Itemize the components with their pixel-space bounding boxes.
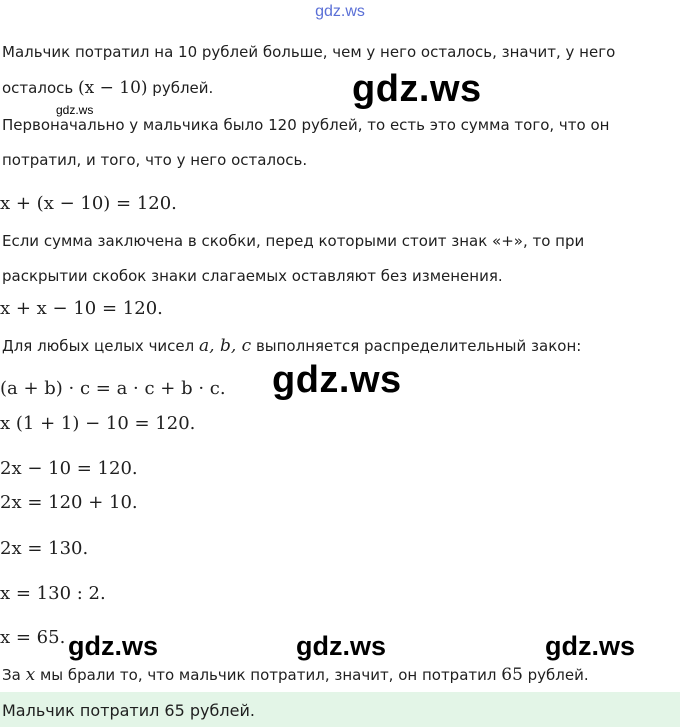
equation-3: (a + b) · c = a · c + b · c. [0,378,226,399]
text-line-7 [2,336,581,356]
answer-text: Мальчик потратил 65 рублей. [2,701,255,720]
text-fragment: рублей. [147,79,214,97]
site-link-top[interactable]: gdz.ws [315,3,365,20]
equation-1: x + (x − 10) = 120. [0,193,177,214]
equation-9: x = 65. [0,627,66,648]
equation-7: 2x = 130. [0,538,89,559]
equation-8: x = 130 : 2. [0,583,106,604]
watermark: gdz.ws [296,631,387,661]
text-fragment: рублей. [522,666,589,684]
equation-4: x (1 + 1) − 10 = 120. [0,413,196,434]
equation-6: 2x = 120 + 10. [0,492,138,513]
text-fragment: мы брали то, что мальчик потратил, значит, он потратил [35,666,502,684]
math-number: 65 [501,665,523,685]
text-line-1: Мальчик потратил на 10 рублей больше, чем у него осталось, значит, у него [2,43,616,61]
text-fragment: выполняется распределительный закон: [251,337,582,355]
text-line-2 [2,78,213,98]
math-expression: x [25,665,36,685]
text-line-5: Если сумма заключена в скобки, перед которыми стоит знак «+», то при [2,232,585,250]
equation-5: 2x − 10 = 120. [0,458,138,479]
watermark: gdz.ws [352,68,482,110]
watermark: gdz.ws [545,631,636,661]
text-fragment: осталось [2,79,78,97]
text-line-4: потратил, и того, что у него осталось. [2,151,308,169]
math-expression: (x − 10) [77,78,148,98]
equation-2: x + x − 10 = 120. [0,298,163,319]
math-expression: a, b, c [199,336,252,356]
answer-box [0,692,680,727]
text-fragment: Для любых целых чисел [2,337,200,355]
text-line-6: раскрытии скобок знаки слагаемых оставляют без изменения. [2,267,503,285]
watermark: gdz.ws [272,359,402,401]
watermark: gdz.ws [68,631,159,661]
text-line-3: Первоначально у мальчика было 120 рублей, то есть это сумма того, что он [2,116,610,134]
text-line-8 [2,665,589,685]
text-fragment: За [2,666,26,684]
watermark-small: gdz.ws [56,103,94,117]
